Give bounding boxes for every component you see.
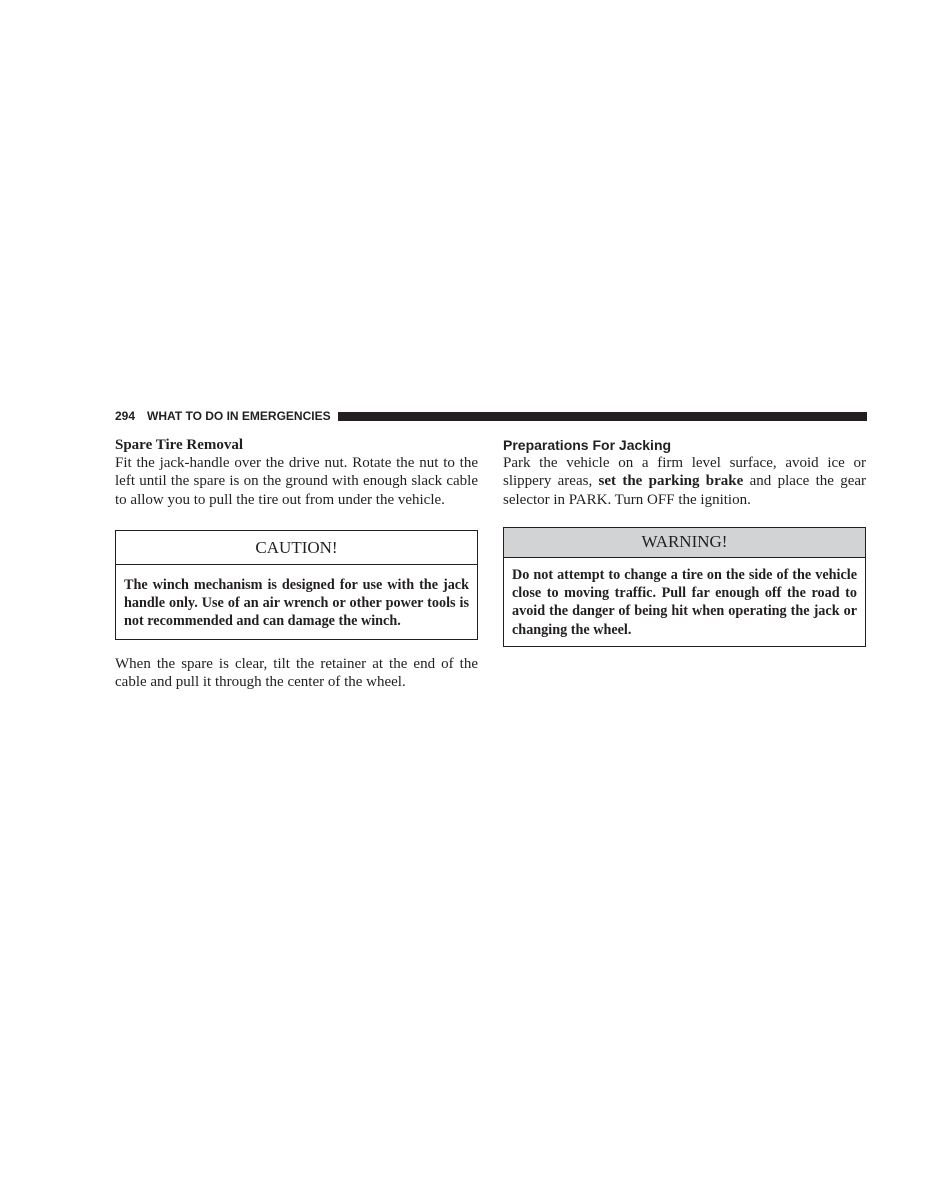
section-title: WHAT TO DO IN EMERGENCIES bbox=[147, 409, 331, 423]
preparations-heading: Preparations For Jacking bbox=[503, 437, 672, 453]
caution-title: CAUTION! bbox=[116, 531, 477, 565]
warning-title: WARNING! bbox=[504, 528, 865, 558]
spare-tire-removal-text: Fit the jack-handle over the drive nut. Rotate the nut to the left until the spare is on the ground with enough slack cable to allow you to pull the tire out from under the vehicle. bbox=[115, 455, 478, 508]
caution-body: The winch mechanism is designed for use with the jack handle only. Use of an air wrench or other power tools is not recommended and can damage the winch. bbox=[124, 576, 469, 630]
left-column bbox=[115, 436, 478, 691]
preparations-text bbox=[503, 454, 866, 509]
preparations-text-start: Park the vehicle on a firm level surface, avoid ice or slippery areas, bbox=[503, 455, 866, 490]
page-header bbox=[115, 409, 867, 423]
right-column bbox=[503, 436, 866, 647]
spare-clear-text: When the spare is clear, tilt the retainer at the end of the cable and pull it through the center of the wheel. bbox=[115, 655, 478, 691]
header-rule bbox=[338, 412, 867, 421]
parking-brake-emphasis: set the parking brake bbox=[598, 473, 744, 490]
page-number: 294 bbox=[115, 409, 136, 423]
preparations-text-end: and place the gear selector in PARK. Turn OFF the ignition. bbox=[503, 473, 867, 508]
warning-body: Do not attempt to change a tire on the side of the vehicle close to moving traffic. Pull far enough off the road to avoid the danger of being hit when operating the jack or changing the wheel. bbox=[512, 566, 857, 638]
spare-tire-removal-heading: Spare Tire Removal bbox=[115, 437, 244, 453]
warning-box bbox=[503, 527, 866, 647]
caution-box bbox=[115, 530, 478, 640]
